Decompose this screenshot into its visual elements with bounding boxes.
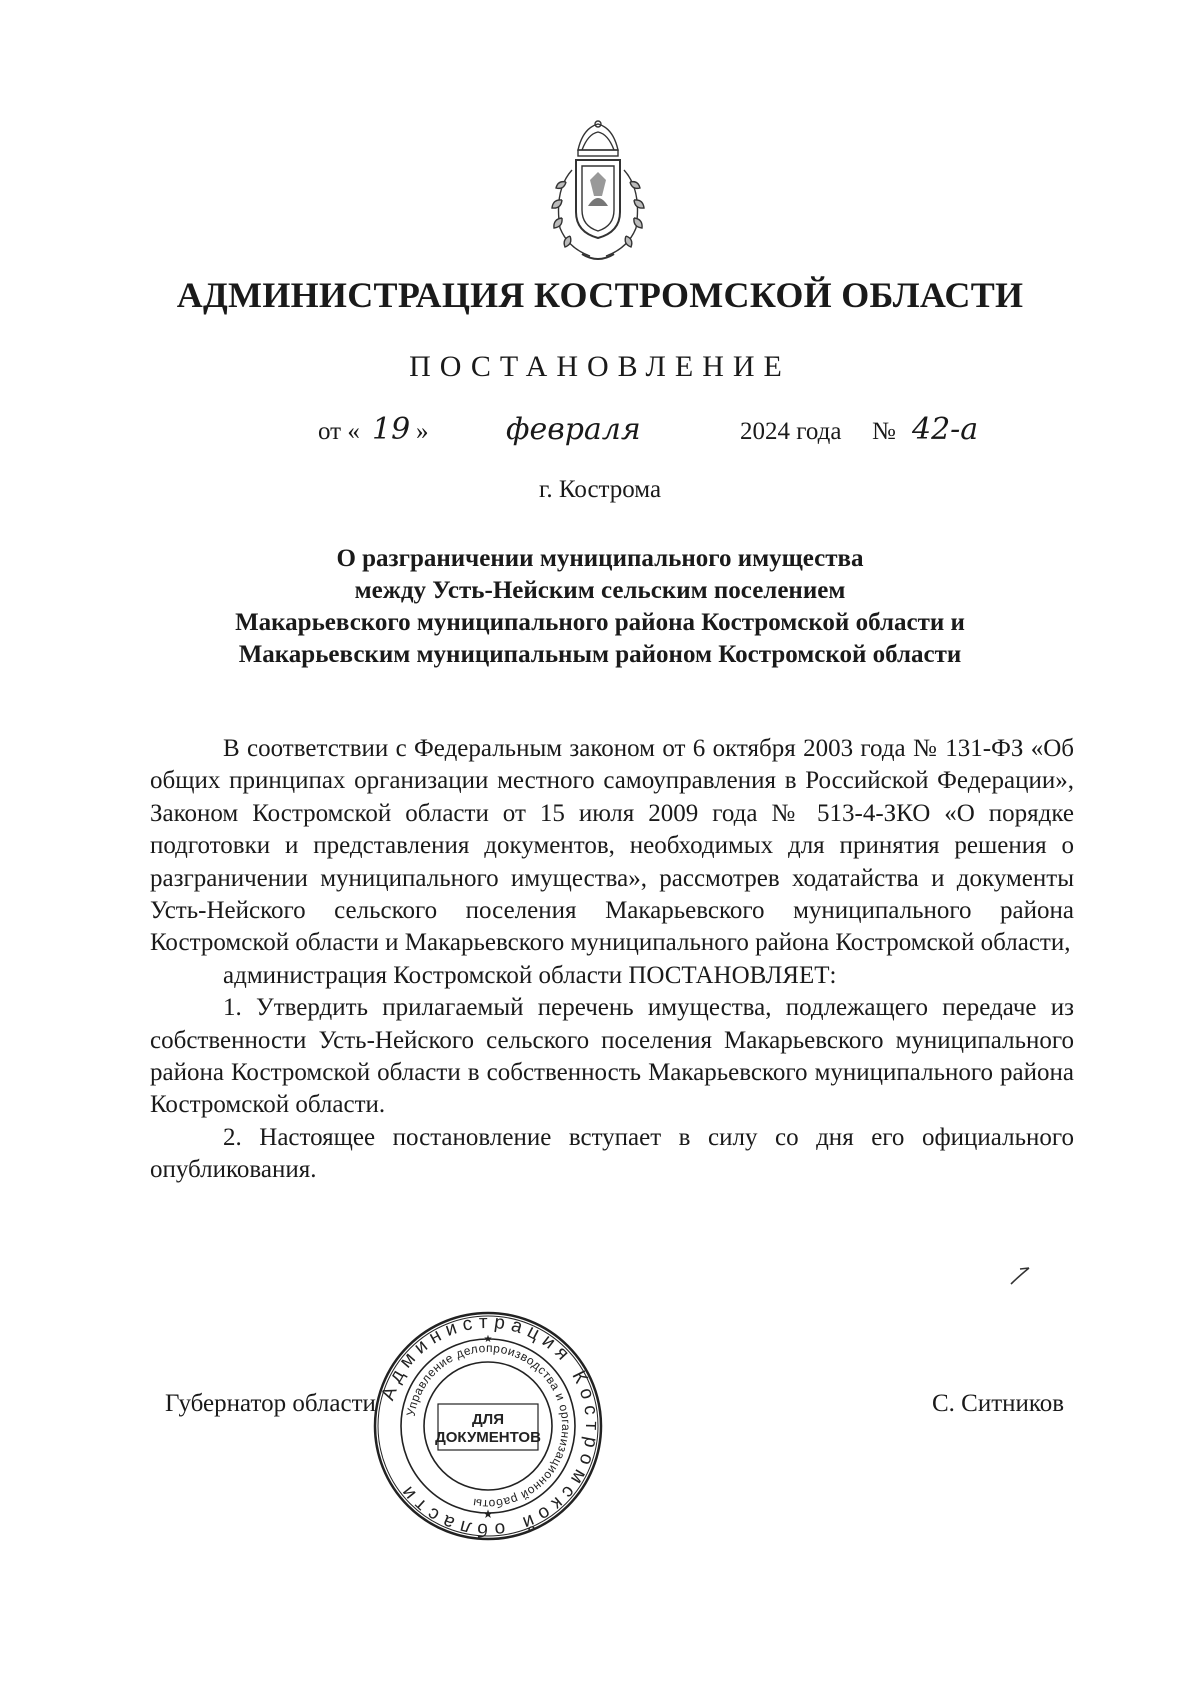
document-number: 42-а <box>912 412 979 447</box>
organization-title: АДМИНИСТРАЦИЯ КОСТРОМСКОЙ ОБЛАСТИ <box>176 275 1024 315</box>
svg-text:★: ★ <box>482 1507 494 1521</box>
seal-stamp-icon <box>372 1310 604 1542</box>
signatory-name: С. Ситников <box>932 1390 1065 1417</box>
date-line <box>0 408 1200 458</box>
document-type: ПОСТАНОВЛЕНИЕ <box>409 350 791 383</box>
date-prefix: от « <box>318 418 360 445</box>
city: г. Кострома <box>538 476 662 503</box>
resolution-paragraph: администрация Костромской области ПОСТАНОВЛЯЕТ: <box>223 961 837 989</box>
svg-text:★: ★ <box>483 1334 493 1345</box>
preamble-paragraph: В соответствии с Федеральным законом от 6 октября 2003 года № 131-ФЗ «Об общих принципах организации местного самоуправления в Российской Федерации», Законом Костромской области от 15 июля 2009 года № 513-4-ЗКО «О порядке подготовки и представления документов, необходимых для принятия решения о разграничении муниципального имущества», рассмотрев ходатайства и документы Усть-Нейского сельского поселения Макарьевского муниципального района Костромской области и Макарьевского муниципального района Костромской области, <box>150 735 1074 957</box>
subject-line: Макарьевским муниципальным районом Костромской области <box>238 641 962 668</box>
document-body <box>150 733 1074 1187</box>
subject-line: Макарьевского муниципального района Костромской области и <box>235 609 965 636</box>
signatory-position: Губернатор области <box>165 1390 376 1417</box>
coat-of-arms-icon <box>538 120 658 265</box>
clause-2-paragraph: 2. Настоящее постановление вступает в силу со дня его официального опубликования. <box>150 1123 1074 1184</box>
clause-1-paragraph: 1. Утвердить прилагаемый перечень имущества, подлежащего передаче из собственности Усть-Нейского сельского поселения Макарьевского муниципального района Костромской области в собственность Макарьевского муниципального района Костромской области. <box>150 994 1074 1119</box>
stamp-center-line-2: ДОКУМЕНТОВ <box>435 1429 541 1446</box>
subject-line: О разграничении муниципального имущества <box>336 545 864 572</box>
date-mid: » <box>416 418 429 445</box>
number-label: № <box>872 418 896 445</box>
pen-mark-icon <box>1008 1265 1032 1287</box>
date-day: 19 <box>372 412 411 447</box>
stamp-center-line-1: ДЛЯ <box>472 1411 504 1428</box>
date-month: февраля <box>506 412 641 447</box>
date-year: 2024 года <box>740 418 842 445</box>
stamp-inner-text: Управление делопроизводства и организационной работы <box>403 1340 574 1512</box>
document-subject <box>150 543 1050 671</box>
subject-line: между Усть-Нейским сельским поселением <box>354 577 846 604</box>
stamp-outer-text: Администрация Костромской области <box>377 1311 603 1541</box>
